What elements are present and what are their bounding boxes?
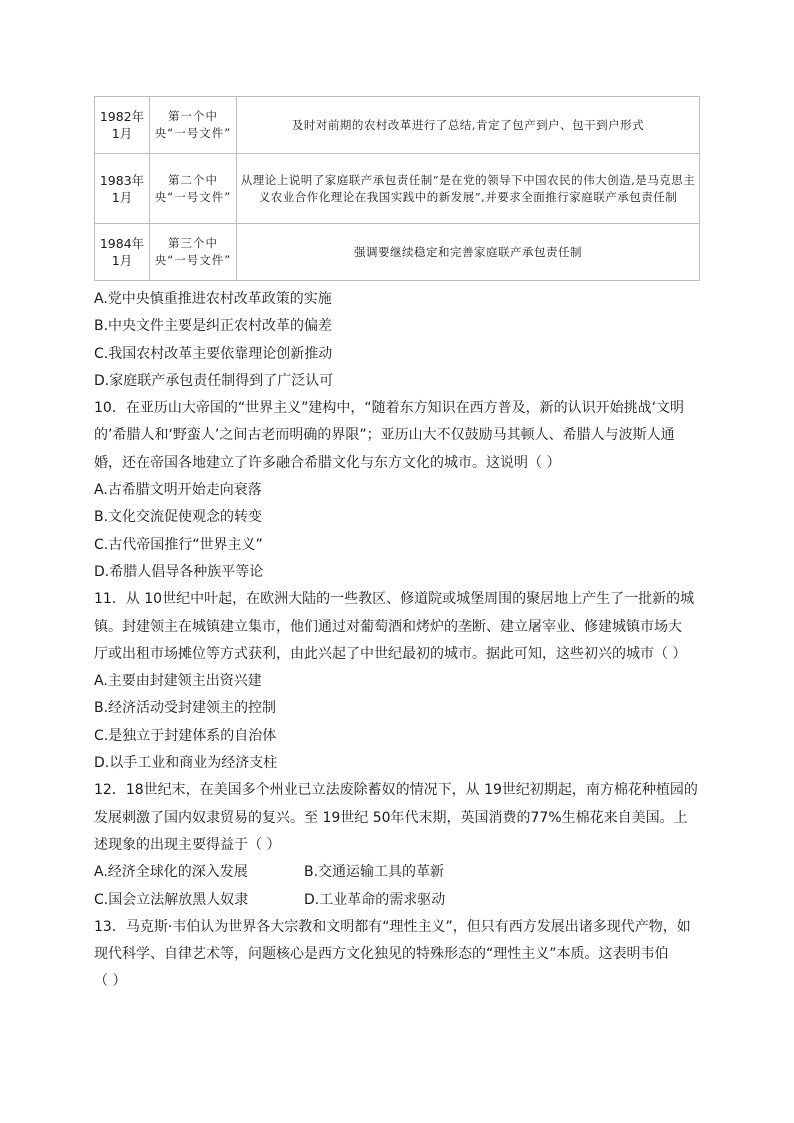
q10-option-b: B.文化交流促使观念的转变 [94, 509, 263, 526]
q10-stem-line: 10．在亚历山大帝国的“世界主义”建构中，“随着东方知识在西方普及，新的认识开始挑战‘文明 [94, 400, 685, 417]
policy-table [94, 96, 700, 281]
table-row [95, 224, 700, 281]
q12-option-c: C.国会立法解放黑人奴隶 [94, 891, 249, 908]
year-cell: 1984年1月 [95, 224, 150, 281]
q12-stem-line: 12．18世纪末，在美国多个州业已立法废除蓄奴的情况下，从 19世纪初期起，南方棉花种植园的 [94, 782, 698, 799]
q13-stem-line: 现代科学、自律艺术等，问题核心是西方文化独见的特殊形态的“理性主义”本质。这表明韦伯 [94, 946, 669, 963]
q12-options-row [94, 887, 704, 914]
content-cell: 从理论上说明了家庭联产承包责任制“是在党的领导下中国农民的伟大创造,是马克思主义农业合作化理论在我国实践中的新发展”,并要求全面推行家庭联产承包责任制 [237, 154, 700, 224]
q11-stem-line: 厅或出租市场摊位等方式获利，由此兴起了中世纪最初的城市。据此可知，这些初兴的城市（ ） [94, 645, 687, 662]
q11-option-d: D.以手工业和商业为经济支柱 [94, 755, 278, 772]
q9-option-d: D.家庭联产承包责任制得到了广泛认可 [94, 372, 334, 389]
document-cell: 第二个中央“一号文件” [150, 154, 237, 224]
q12-option-b: B.交通运输工具的革新 [304, 864, 445, 881]
q11-stem-line: 镇。封建领主在城镇建立集市，他们通过对葡萄酒和烤炉的垄断、建立屠宰业、修建城镇市场大 [94, 618, 682, 635]
q10-stem-line: 婚，还在帝国各地建立了许多融合希腊文化与东方文化的城市。这说明（ ） [94, 454, 561, 471]
q10-option-a: A.古希腊文明开始走向衰落 [94, 482, 262, 499]
q11-option-b: B.经济活动受封建领主的控制 [94, 700, 277, 717]
q10-option-c: C.古代帝国推行“世界主义” [94, 536, 263, 553]
q12-option-a: A.经济全球化的深入发展 [94, 864, 248, 881]
q12-options-row [94, 859, 704, 886]
table-row [95, 97, 700, 154]
content-cell: 强调要继续稳定和完善家庭联产承包责任制 [237, 224, 700, 281]
q9-option-b: B.中央文件主要是纠正农村改革的偏差 [94, 318, 333, 335]
q10-option-d: D.希腊人倡导各种族平等论 [94, 563, 264, 580]
q9-option-c: C.我国农村改革主要依靠理论创新推动 [94, 345, 333, 362]
q12-option-d: D.工业革命的需求驱动 [304, 891, 446, 908]
q13-stem-line: 13．马克斯·韦伯认为世界各大宗教和文明都有“理性主义”，但只有西方发展出诸多现代产物，如 [94, 918, 691, 935]
content-cell: 及时对前期的农村改革进行了总结,肯定了包产到户、包干到户形式 [237, 97, 700, 154]
table-row [95, 154, 700, 224]
q12-stem-line: 述现象的出现主要得益于（ ） [94, 836, 281, 853]
q11-option-c: C.是独立于封建体系的自治体 [94, 727, 277, 744]
document-cell: 第三个中央“一号文件” [150, 224, 237, 281]
q11-stem-line: 11．从 10世纪中叶起，在欧洲大陆的一些教区、修道院或城堡周围的聚居地上产生了一批新的城 [94, 591, 695, 608]
q11-option-a: A.主要由封建领主出资兴建 [94, 673, 262, 690]
q9-option-a: A.党中央慎重推进农村改革政策的实施 [94, 291, 332, 307]
questions-body [94, 286, 704, 996]
year-cell: 1983年1月 [95, 154, 150, 224]
year-cell: 1982年1月 [95, 97, 150, 154]
q13-stem-line: （ ） [94, 973, 127, 990]
q10-stem-line: 的’希腊人和‘野蛮人’之间古老而明确的界限”；亚历山大不仅鼓励马其顿人、希腊人与波斯人通 [94, 427, 675, 444]
q12-stem-line: 发展刺激了国内奴隶贸易的复兴。至 19世纪 50年代末期，英国消费的77%生棉花来自美国。上 [94, 809, 688, 826]
document-cell: 第一个中央“一号文件” [150, 97, 237, 154]
